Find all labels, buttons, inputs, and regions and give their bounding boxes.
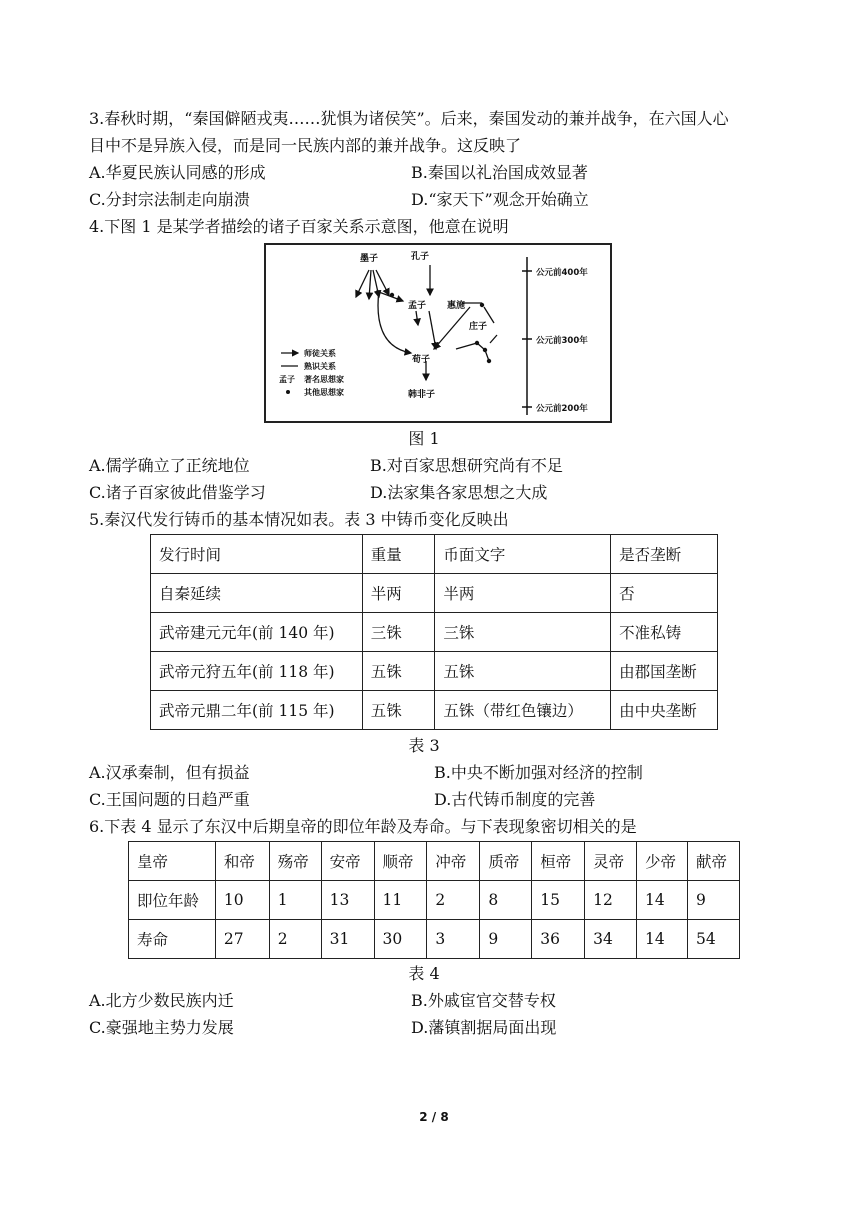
table-row [129,881,740,920]
node-hanfeizi: 韩非子 [408,390,436,400]
timeline [522,257,588,415]
figure-1-caption: 图 1 [408,429,440,448]
table-cell: 9 [480,920,532,959]
table-cell: 少帝 [637,842,688,881]
table-cell: 半两 [435,574,611,613]
table-cell: 殇帝 [269,842,321,881]
timeline-200bc: 公元前200年 [536,404,588,414]
table-cell: 和帝 [215,842,269,881]
q3-option-c: C.分封宗法制走向崩溃 [89,190,250,209]
table-cell: 31 [321,920,374,959]
table-cell: 15 [532,881,585,920]
table-3-caption: 表 3 [408,736,440,755]
table-cell: 由中央垄断 [611,691,718,730]
q6-option-a: A.北方少数民族内迁 [89,991,234,1010]
table-cell: 质帝 [480,842,532,881]
table-header-cell: 币面文字 [435,535,611,574]
table-header-cell: 即位年龄 [129,881,216,920]
node-huishi: 惠施 [447,301,466,311]
table-cell: 34 [585,920,637,959]
node-mozi: 墨子 [360,254,379,264]
q4-option-d: D.法家集各家思想之大成 [370,483,548,502]
table-row [151,535,718,574]
table-header-cell: 寿命 [129,920,216,959]
table-cell: 五铢 [435,652,611,691]
table-cell: 54 [687,920,739,959]
table-row [151,613,718,652]
q5-stem: 5.秦汉代发行铸币的基本情况如表。表 3 中铸币变化反映出 [89,510,509,529]
legend-teacher: 师徒关系 [304,349,336,358]
table-row [129,920,740,959]
table-row [151,691,718,730]
q4-option-c: C.诸子百家彼此借鉴学习 [89,483,266,502]
table-cell: 灵帝 [585,842,637,881]
node-kongzi: 孔子 [411,252,430,262]
q5-option-c: C.王国问题的日趋严重 [89,790,250,809]
table-cell: 安帝 [321,842,374,881]
q6-stem: 6.下表 4 显示了东汉中后期皇帝的即位年龄及寿命。与下表现象密切相关的是 [89,817,637,836]
table-cell: 献帝 [687,842,739,881]
table-cell: 冲帝 [427,842,480,881]
q4-option-b: B.对百家思想研究尚有不足 [370,456,563,475]
table-cell: 1 [269,881,321,920]
table-row [151,652,718,691]
legend-famous: 著名思想家 [304,375,344,384]
q6-option-b: B.外戚宦官交替专权 [411,991,556,1010]
table-row [129,842,740,881]
table-cell: 五铢（带红色镶边） [435,691,611,730]
table-header-cell: 是否垄断 [611,535,718,574]
timeline-400bc: 公元前400年 [536,268,588,278]
node-zhuangzi: 庄子 [469,322,488,332]
q3-option-d: D.“家天下”观念开始确立 [411,190,589,209]
table-header-cell: 皇帝 [129,842,216,881]
legend-other: 其他思想家 [304,388,344,397]
table-cell: 不准私铸 [611,613,718,652]
table-cell: 武帝建元元年(前 140 年) [151,613,363,652]
q3-option-a: A.华夏民族认同感的形成 [89,163,266,182]
table-cell: 3 [427,920,480,959]
q3-stem-line1: 3.春秋时期，“秦国僻陋戎夷……犹惧为诸侯笑”。后来，秦国发动的兼并战争，在六国人心 [89,109,729,128]
table-cell: 三铢 [435,613,611,652]
table-cell: 13 [321,881,374,920]
legend-famous-sample: 孟子 [279,375,295,384]
table-cell: 五铢 [362,652,435,691]
table-4-emperors [128,841,740,959]
page-number: 2 / 8 [419,1110,449,1124]
table-cell: 五铢 [362,691,435,730]
table-header-cell: 重量 [362,535,435,574]
table-cell: 桓帝 [532,842,585,881]
table-row [151,574,718,613]
q3-option-b: B.秦国以礼治国成效显著 [411,163,588,182]
node-xunzi: 荀子 [412,355,431,365]
table-cell: 2 [427,881,480,920]
table-cell: 由郡国垄断 [611,652,718,691]
q4-option-a: A.儒学确立了正统地位 [89,456,250,475]
table-cell: 27 [215,920,269,959]
table-cell: 12 [585,881,637,920]
table-cell: 14 [637,881,688,920]
table-cell: 9 [687,881,739,920]
table-cell: 半两 [362,574,435,613]
schools-relationship-diagram [264,243,612,423]
q6-option-d: D.藩镇割据局面出现 [411,1018,557,1037]
table-cell: 11 [374,881,427,920]
table-cell: 14 [637,920,688,959]
table-4-caption: 表 4 [408,964,440,983]
table-cell: 36 [532,920,585,959]
table-cell: 30 [374,920,427,959]
table-cell: 否 [611,574,718,613]
node-mengzi: 孟子 [408,301,427,311]
diagram-legend [279,348,344,397]
table-cell: 2 [269,920,321,959]
q3-stem-line2: 目中不是异族入侵，而是同一民族内部的兼并战争。这反映了 [89,136,522,155]
q5-option-b: B.中央不断加强对经济的控制 [434,763,643,782]
table-cell: 三铢 [362,613,435,652]
table-cell: 8 [480,881,532,920]
table-cell: 顺帝 [374,842,427,881]
table-3-coinage [150,534,718,730]
q6-option-c: C.豪强地主势力发展 [89,1018,234,1037]
q5-option-d: D.古代铸币制度的完善 [434,790,596,809]
table-cell: 10 [215,881,269,920]
table-cell: 武帝元狩五年(前 118 年) [151,652,363,691]
table-header-cell: 发行时间 [151,535,363,574]
q5-option-a: A.汉承秦制，但有损益 [89,763,250,782]
q4-stem: 4.下图 1 是某学者描绘的诸子百家关系示意图，他意在说明 [89,217,509,236]
timeline-300bc: 公元前300年 [536,336,588,346]
table-cell: 武帝元鼎二年(前 115 年) [151,691,363,730]
legend-acquaint: 熟识关系 [304,362,336,371]
table-cell: 自秦延续 [151,574,363,613]
